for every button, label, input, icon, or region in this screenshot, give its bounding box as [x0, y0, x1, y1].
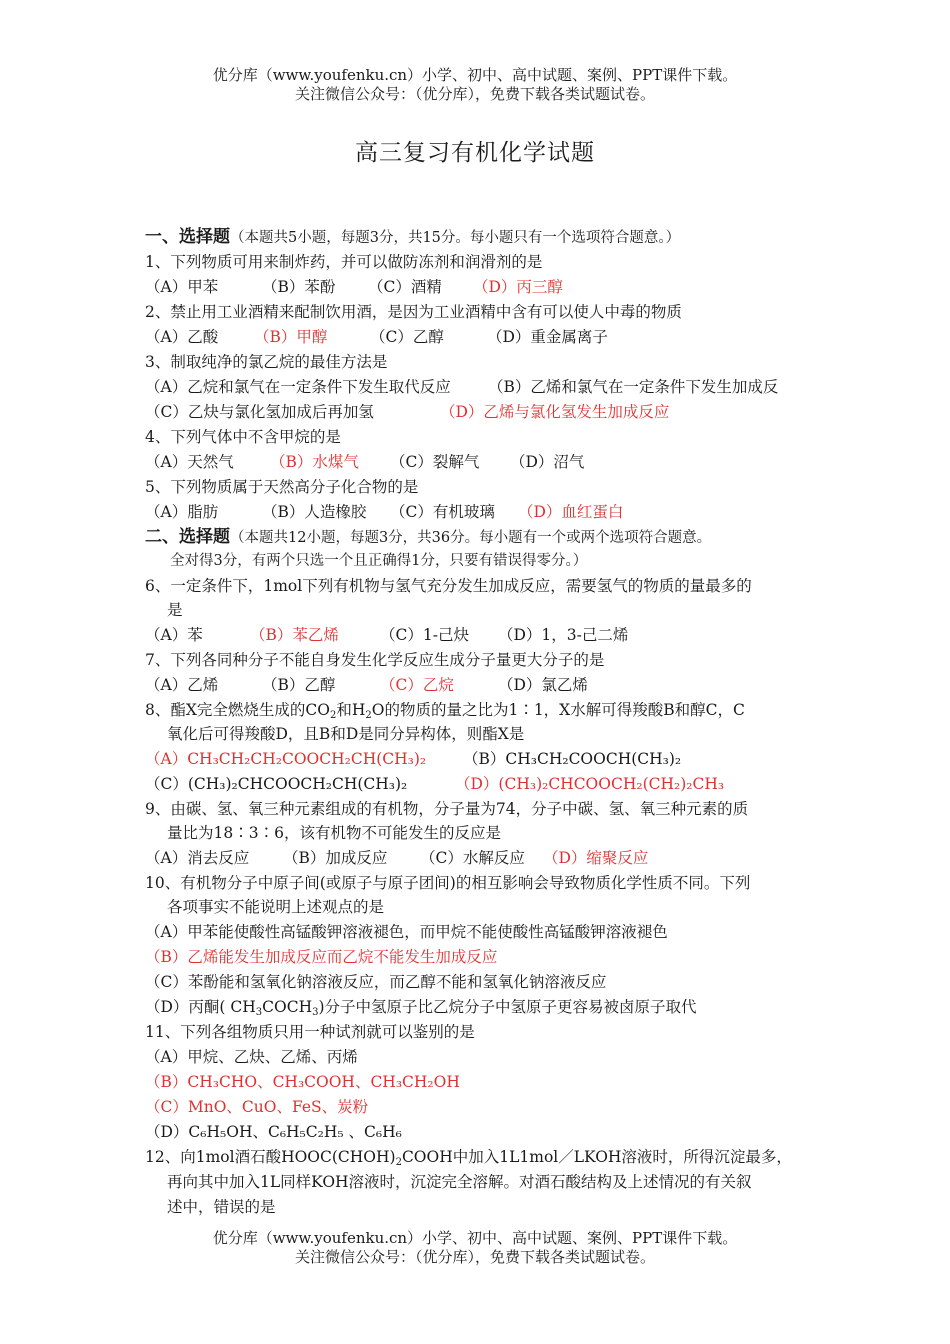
section2-header: [145, 526, 711, 549]
q12-stem-part1: 12、向1mol酒石酸HOOC(CHOH): [145, 1148, 396, 1166]
q6-option-a: （A）苯: [145, 626, 203, 644]
q7-option-c-answer: （C）乙烷: [380, 676, 454, 694]
section2-heading: 二、选择题: [145, 527, 230, 547]
q12-stem-line1: [145, 1146, 792, 1168]
q5-stem: 5、下列物质属于天然高分子化合物的是: [145, 478, 419, 496]
section1-note: （本题共5小题，每题3分，共15分。每小题只有一个选项符合题意。）: [230, 230, 681, 246]
q7-option-b: （B）乙醇: [262, 676, 336, 694]
q4-stem: 4、下列气体中不含甲烷的是: [145, 428, 341, 446]
q10-option-c: （C）苯酚能和氢氧化钠溶液反应，而乙醇不能和氢氧化钠溶液反应: [145, 973, 607, 991]
q8-stem-part1: 8、酯X完全燃烧生成的CO: [145, 701, 330, 719]
q12-stem-part2: COOH中加入1L1mol／LKOH溶液时，所得沉淀最多，: [401, 1148, 792, 1166]
q11-option-b-answer: （B）CH₃CHO、CH₃COOH、CH₃CH₂OH: [145, 1073, 460, 1091]
q9-stem-line1: 9、由碳、氢、氧三种元素组成的有机物，分子量为74，分子中碳、氢、氧三种元素的质: [145, 800, 749, 818]
q12-stem-line3: 述中，错误的是: [167, 1198, 276, 1216]
q4-option-b-answer: （B）水煤气: [270, 453, 359, 471]
q10-d-part3: )分子中氢原子比乙烷分子中氢原子更容易被卤原子取代: [318, 998, 697, 1016]
q1-option-a: （A）甲苯: [145, 278, 219, 296]
q10-d-part1: （D）丙酮( CH: [145, 998, 256, 1016]
page-title: 高三复习有机化学试题: [355, 140, 595, 166]
q10-stem-line1: 10、有机物分子中原子间(或原子与原子团间)的相互影响会导致物质化学性质不同。下列: [145, 874, 751, 892]
q4-option-c: （C）裂解气: [390, 453, 480, 471]
q2-stem: 2、禁止用工业酒精来配制饮用酒，是因为工业酒精中含有可以使人中毒的物质: [145, 303, 682, 321]
q10-option-a: （A）甲苯能使酸性高锰酸钾溶液褪色，而甲烷不能使酸性高锰酸钾溶液褪色: [145, 923, 668, 941]
q2-option-d: （D）重金属离子: [487, 328, 608, 346]
q11-option-a: （A）甲烷、乙炔、乙烯、丙烯: [145, 1048, 358, 1066]
q2-option-c: （C）乙醇: [370, 328, 444, 346]
q4-option-a: （A）天然气: [145, 453, 234, 471]
q8-stem-part3: O的物质的量之比为1∶1，X水解可得羧酸B和醇C，C: [371, 701, 745, 719]
q9-option-d-answer: （D）缩聚反应: [543, 849, 649, 867]
q11-option-d: （D）C₆H₅OH、C₆H₅C₂H₅ 、C₆H₆: [145, 1123, 402, 1141]
q8-option-d-answer: （D）(CH₃)₂CHCOOCH₂(CH₂)₂CH₃: [455, 775, 725, 793]
section2-note2: 全对得3分，有两个只选一个且正确得1分，只要有错误得零分。）: [170, 553, 588, 569]
q8-option-a-answer: （A）CH₃CH₂CH₂COOCH₂CH(CH₃)₂: [145, 750, 427, 768]
site-header-line1: 优分库（www.youfenku.cn）小学、初中、高中试题、案例、PPT课件下载。: [212, 66, 738, 84]
q10-d-sub1: 3: [255, 1007, 263, 1018]
q1-option-b: （B）苯酚: [262, 278, 336, 296]
q5-option-d-answer: （D）血红蛋白: [518, 503, 624, 521]
q5-option-a: （A）脂肪: [145, 503, 219, 521]
q2-option-b-answer: （B）甲醇: [254, 328, 328, 346]
site-footer-line1: 优分库（www.youfenku.cn）小学、初中、高中试题、案例、PPT课件下载。: [212, 1229, 738, 1247]
q7-option-a: （A）乙烯: [145, 676, 219, 694]
q6-stem-line2: 是: [167, 601, 183, 619]
section1-heading: 一、选择题: [145, 227, 230, 247]
q5-option-c: （C）有机玻璃: [390, 503, 495, 521]
q4-option-d: （D）沼气: [510, 453, 585, 471]
q8-option-c: （C）(CH₃)₂CHCOOCH₂CH(CH₃)₂: [145, 775, 408, 793]
q5-option-b: （B）人造橡胶: [262, 503, 367, 521]
q3-option-d-answer: （D）乙烯与氯化氢发生加成反应: [440, 403, 670, 421]
q10-d-part2: COCH: [262, 998, 313, 1016]
q3-option-b: （B）乙烯和氯气在一定条件下发生加成反: [488, 378, 779, 396]
q8-stem-line2: 氧化后可得羧酸D，且B和D是同分异构体，则酯X是: [167, 725, 525, 743]
q3-option-c: （C）乙炔与氯化氢加成后再加氢: [145, 403, 374, 421]
q8-stem-part2: 和H: [336, 701, 366, 719]
q6-stem-line1: 6、一定条件下，1mol下列有机物与氢气充分发生加成反应，需要氢气的物质的量最多的: [145, 577, 752, 595]
q8-stem-sub2: 2: [365, 710, 372, 721]
q10-stem-line2: 各项事实不能说明上述观点的是: [167, 898, 385, 916]
section2-note1: （本题共12小题，每题3分，共36分。每小题有一个或两个选项符合题意。: [230, 530, 712, 546]
q6-option-d: （D）1，3-己二烯: [498, 626, 629, 644]
q7-stem: 7、下列各同种分子不能自身发生化学反应生成分子量更大分子的是: [145, 651, 605, 669]
q8-stem-sub1: 2: [329, 710, 337, 721]
q3-option-a: （A）乙烷和氯气在一定条件下发生取代反应: [145, 378, 451, 396]
q6-option-b-answer: （B）苯乙烯: [250, 626, 339, 644]
q8-option-b: （B）CH₃CH₂COOCH(CH₃)₂: [463, 750, 682, 768]
q1-option-c: （C）酒精: [368, 278, 442, 296]
q9-option-b: （B）加成反应: [283, 849, 388, 867]
q12-stem-line2: 再向其中加入1L同样KOH溶液时，沉淀完全溶解。对酒石酸结构及上述情况的有关叙: [167, 1173, 752, 1191]
q8-stem-line1: [145, 699, 745, 721]
site-header-line2: 关注微信公众号：（优分库），免费下载各类试题试卷。: [294, 85, 655, 103]
q2-option-a: （A）乙酸: [145, 328, 219, 346]
q1-stem: 1、下列物质可用来制炸药，并可以做防冻剂和润滑剂的是: [145, 253, 543, 271]
q11-stem: 11、下列各组物质只用一种试剂就可以鉴别的是: [145, 1023, 475, 1041]
section1-header: [145, 226, 680, 249]
q10-option-b-answer: （B）乙烯能发生加成反应而乙烷不能发生加成反应: [145, 948, 498, 966]
q9-option-a: （A）消去反应: [145, 849, 250, 867]
q11-option-c-answer: （C）MnO、CuO、FeS、炭粉: [145, 1098, 369, 1116]
q12-stem-sub: 2: [395, 1157, 402, 1168]
q9-option-c: （C）水解反应: [420, 849, 525, 867]
q10-option-d: [145, 996, 697, 1018]
q1-option-d-answer: （D）丙三醇: [473, 278, 563, 296]
q7-option-d: （D）氯乙烯: [498, 676, 588, 694]
q3-stem: 3、制取纯净的氯乙烷的最佳方法是: [145, 353, 388, 371]
q6-option-c: （C）1-己炔: [380, 626, 469, 644]
q10-d-sub2: 3: [312, 1007, 319, 1018]
site-footer-line2: 关注微信公众号：（优分库），免费下载各类试题试卷。: [294, 1248, 655, 1266]
q9-stem-line2: 量比为18∶3∶6，该有机物不可能发生的反应是: [167, 824, 501, 842]
